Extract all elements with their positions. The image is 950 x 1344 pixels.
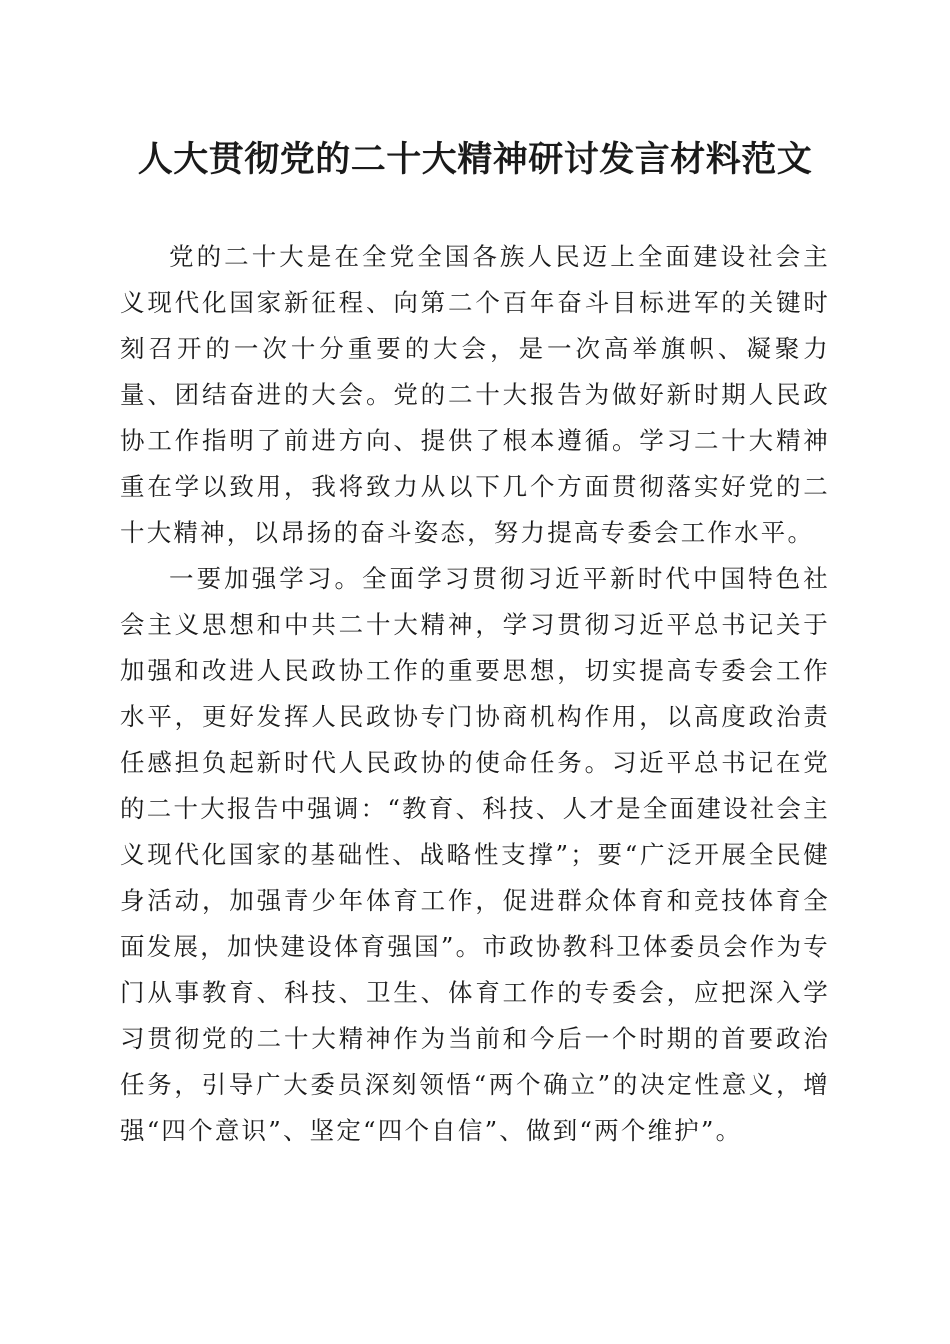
document-title: 人大贯彻党的二十大精神研讨发言材料范文 (137, 139, 813, 180)
paragraph-intro: 党的二十大是在全党全国各族人民迈上全面建设社会主义现代化国家新征程、向第二个百年奋斗目标进军的关键时刻召开的一次十分重要的大会，是一次高举旗帜、凝聚力量、团结奋进的大会。党的二十大报告为做好新时期人民政协工作指明了前进方向、提供了根本遵循。学习二十大精神重在学以致用，我将致力从以下几个方面贯彻落实好党的二十大精神，以昂扬的奋斗姿态，努力提高专委会工作水平。 (120, 242, 830, 547)
document-body (120, 234, 830, 1154)
paragraph-strengthen-study: 一要加强学习。全面学习贯彻习近平新时代中国特色社会主义思想和中共二十大精神，学习贯彻习近平总书记关于加强和改进人民政协工作的重要思想，切实提高专委会工作水平，更好发挥人民政协专门协商机构作用，以高度政治责任感担负起新时代人民政协的使命任务。习近平总书记在党的二十大报告中强调：“教育、科技、人才是全面建设社会主义现代化国家的基础性、战略性支撑”；要“广泛开展全民健身活动，加强青少年体育工作，促进群众体育和竞技体育全面发展，加快建设体育强国”。市政协教科卫体委员会作为专门从事教育、科技、卫生、体育工作的专委会，应把深入学习贯彻党的二十大精神作为当前和今后一个时期的首要政治任务，引导广大委员深刻领悟“两个确立”的决定性意义，增强“四个意识”、坚定“四个自信”、做到“两个维护”。 (120, 564, 830, 1145)
